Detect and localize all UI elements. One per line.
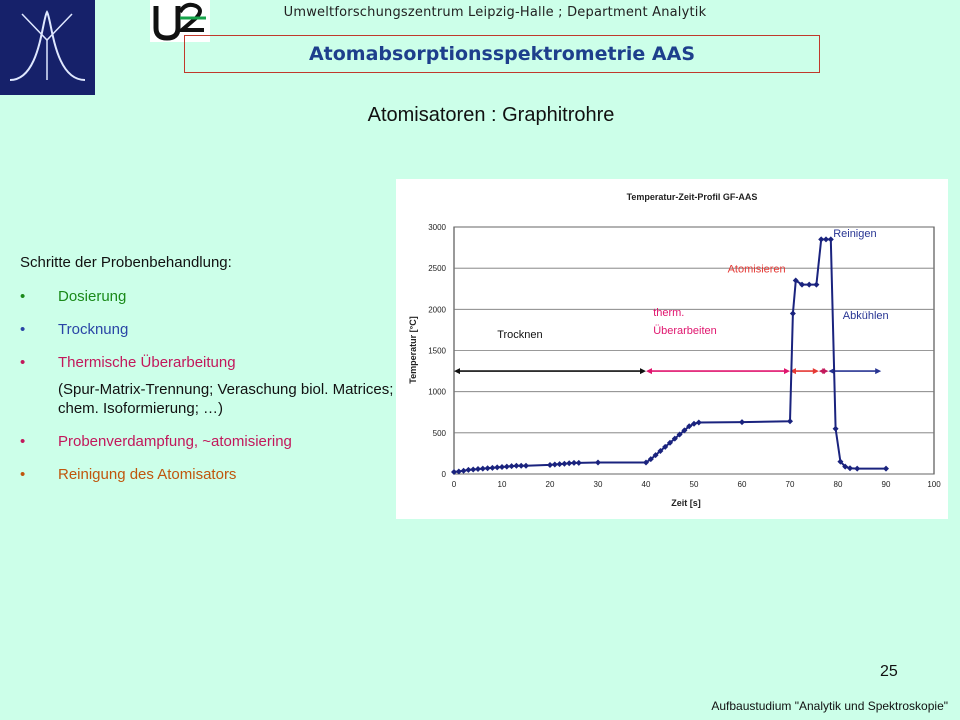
x-tick-label: 60 <box>737 480 747 489</box>
y-tick-label: 500 <box>432 428 446 438</box>
y-tick-label: 1500 <box>428 346 446 356</box>
step-label: Probenverdampfung, ~atomisiering <box>58 433 292 450</box>
bullet-icon: • <box>20 466 26 483</box>
step-label: Thermische Überarbeitung <box>58 354 236 371</box>
institute-logo <box>0 0 95 95</box>
step-label: Trocknung <box>58 321 129 338</box>
y-tick-label: 2000 <box>428 305 446 315</box>
chart-annotation: Überarbeiten <box>653 325 717 338</box>
step-note: (Spur-Matrix-Trennung; Veraschung biol. Matrices; chem. Isoformierung; …) <box>58 381 394 417</box>
y-tick-label: 3000 <box>428 223 446 232</box>
peak-logo-icon <box>0 0 95 95</box>
y-tick-label: 0 <box>441 470 446 479</box>
step-label: Dosierung <box>58 288 127 305</box>
list-item <box>20 320 400 339</box>
y-axis-label: Temperatur [°C] <box>408 316 418 384</box>
bullet-icon: • <box>20 321 26 338</box>
page-number: 25 <box>880 663 898 680</box>
chart-title: Temperatur-Zeit-Profil GF-AAS <box>626 192 758 202</box>
x-tick-label: 10 <box>497 480 507 489</box>
steps-list <box>20 254 400 498</box>
bullet-icon: • <box>20 288 26 305</box>
x-tick-label: 40 <box>641 480 651 489</box>
chart-annotation: Trocknen <box>497 329 543 342</box>
chart-annotation: therm. <box>653 306 685 319</box>
slide-title-box <box>184 35 820 73</box>
footer-text: Aufbaustudium "Analytik und Spektroskopie" <box>711 699 948 713</box>
x-tick-label: 100 <box>927 480 941 489</box>
x-tick-label: 50 <box>689 480 699 489</box>
bullet-icon: • <box>20 354 26 371</box>
list-item <box>20 287 400 306</box>
list-item <box>20 432 400 451</box>
bullet-icon: • <box>20 433 26 450</box>
step-label: Reinigung des Atomisators <box>58 466 237 483</box>
chart-annotation: Reinigen <box>833 227 877 240</box>
chart-annotation: Abkühlen <box>842 310 889 323</box>
x-tick-label: 80 <box>833 480 843 489</box>
temperature-time-chart <box>396 179 948 519</box>
y-tick-label: 1000 <box>428 387 446 397</box>
steps-heading: Schritte der Probenbehandlung: <box>20 254 232 271</box>
chart-annotation: Atomisieren <box>727 263 786 276</box>
organization-header: Umweltforschungszentrum Leipzig-Halle ; Department Analytik <box>283 5 707 20</box>
x-tick-label: 20 <box>545 480 555 489</box>
list-item <box>20 353 400 372</box>
x-tick-label: 0 <box>451 480 457 489</box>
x-tick-label: 90 <box>881 480 891 489</box>
slide-title: Atomabsorptionsspektrometrie AAS <box>308 43 696 65</box>
x-tick-label: 30 <box>593 480 603 489</box>
chart-svg <box>396 179 948 519</box>
y-tick-label: 2500 <box>428 264 446 274</box>
x-tick-label: 70 <box>785 480 795 489</box>
list-item <box>20 465 400 484</box>
x-axis-label: Zeit [s] <box>671 498 701 508</box>
slide-subtitle: Atomisatoren : Graphitrohre <box>367 104 615 126</box>
